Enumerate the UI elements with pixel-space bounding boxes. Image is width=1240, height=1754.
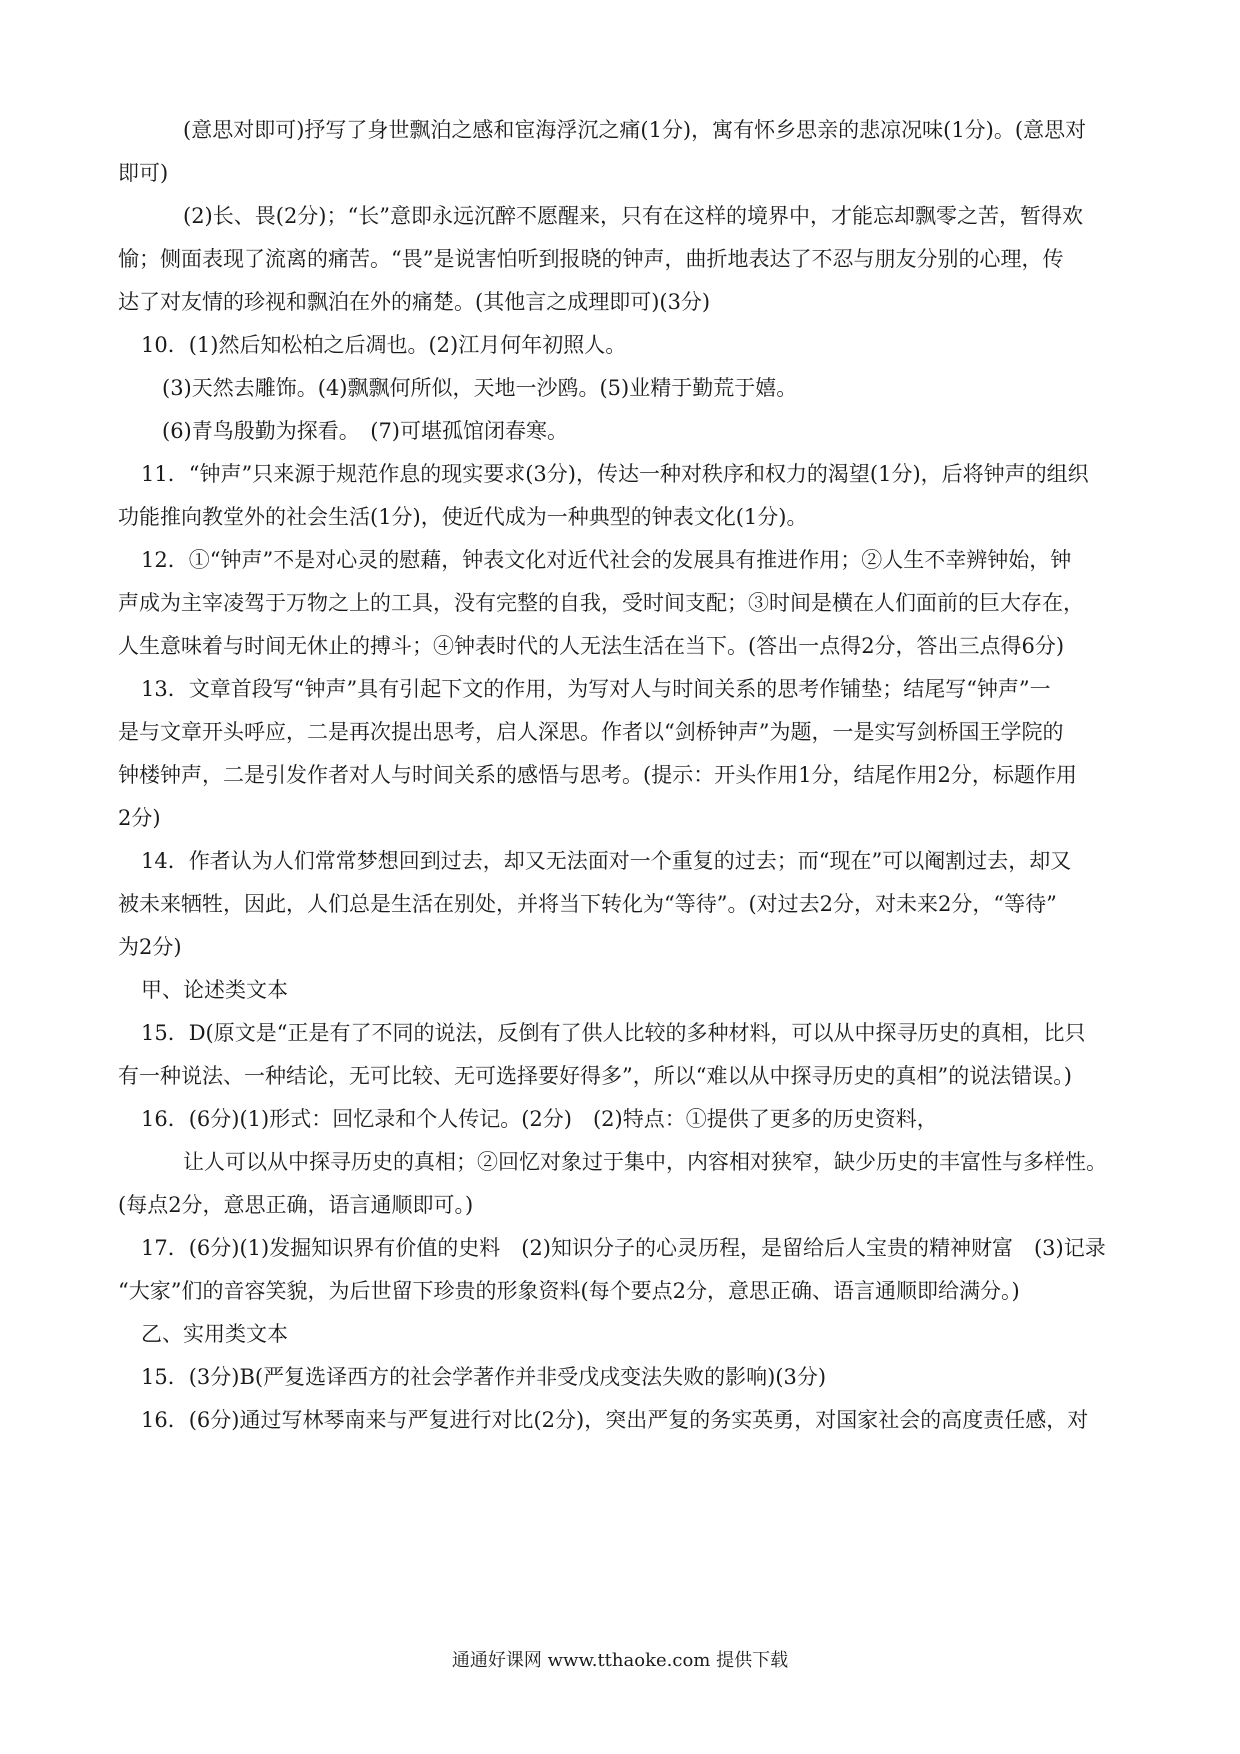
answer-item: 10．(1)然后知松柏之后凋也。(2)江月何年初照人。: [141, 333, 627, 357]
text-line: 被未来牺牲，因此，人们总是生活在别处，并将当下转化为“等待”。(对过去2分，对未来2分，“等待”: [118, 892, 1057, 916]
text-line: (3)天然去雕饰。(4)飘飘何所似，天地一沙鸥。(5)业精于勤荒于嬉。: [162, 376, 798, 400]
text-line: “大家”们的音容笑貌，为后世留下珍贵的形象资料(每个要点2分，意思正确、语言通顺即给满分。): [118, 1279, 1020, 1303]
text-line: (每点2分，意思正确，语言通顺即可。): [118, 1193, 474, 1217]
text-line: 声成为主宰凌驾于万物之上的工具，没有完整的自我，受时间支配；③时间是横在人们面前的巨大存在，: [118, 591, 1084, 615]
section-heading: 甲、论述类文本: [141, 978, 288, 1002]
text-line: 有一种说法、一种结论，无可比较、无可选择要好得多”，所以“难以从中探寻历史的真相”的说法错误。): [118, 1064, 1072, 1088]
section-heading: 乙、实用类文本: [141, 1322, 288, 1346]
answer-item: 16．(6分)通过写林琴南来与严复进行对比(2分)，突出严复的务实英勇，对国家社会的高度责任感，对: [141, 1408, 1089, 1432]
text-line: 钟楼钟声，二是引发作者对人与时间关系的感悟与思考。(提示：开头作用1分，结尾作用2分，标题作用: [118, 763, 1077, 787]
answer-item: 17．(6分)(1)发掘知识界有价值的史料 (2)知识分子的心灵历程，是留给后人宝贵的精神财富 (3)记录: [141, 1236, 1106, 1260]
answer-item: 12．①“钟声”不是对心灵的慰藉，钟表文化对近代社会的发展具有推进作用；②人生不幸辨钟始，钟: [141, 548, 1072, 572]
page-footer: 通通好课网 www.tthaoke.com 提供下载: [451, 1650, 789, 1671]
answer-item: 15．D(原文是“正是有了不同的说法，反倒有了供人比较的多种材料，可以从中探寻历史的真相，比只: [141, 1021, 1086, 1045]
answer-item: 11．“钟声”只来源于规范作息的现实要求(3分)，传达一种对秩序和权力的渴望(1分)，后将钟声的组织: [141, 462, 1089, 486]
answer-item: 15．(3分)B(严复选译西方的社会学著作并非受戊戌变法失败的影响)(3分): [141, 1365, 827, 1389]
text-line: (6)青鸟殷勤为探看。 (7)可堪孤馆闭春寒。: [162, 419, 568, 443]
text-line: 为2分): [118, 935, 182, 959]
text-line: 2分): [118, 806, 161, 830]
text-line: 功能推向教堂外的社会生活(1分)，使近代成为一种典型的钟表文化(1分)。: [118, 505, 808, 529]
text-line: 是与文章开头呼应，二是再次提出思考，启人深思。作者以“剑桥钟声”为题，一是实写剑桥国王学院的: [118, 720, 1064, 744]
text-line: (2)长、畏(2分)；“长”意即永远沉醉不愿醒来，只有在这样的境界中，才能忘却飘零之苦，暂得欢: [183, 204, 1083, 228]
text-line: 人生意味着与时间无休止的搏斗；④钟表时代的人无法生活在当下。(答出一点得2分，答出三点得6分): [118, 634, 1065, 658]
text-line: 让人可以从中探寻历史的真相；②回忆对象过于集中，内容相对狭窄，缺少历史的丰富性与多样性。: [183, 1150, 1107, 1174]
text-line: 达了对友情的珍视和飘泊在外的痛楚。(其他言之成理即可)(3分): [118, 290, 711, 314]
text-line: 即可): [118, 161, 169, 185]
text-line: 愉；侧面表现了流离的痛苦。“畏”是说害怕听到报晓的钟声，曲折地表达了不忍与朋友分别的心理，传: [118, 247, 1064, 271]
answer-item: 13．文章首段写“钟声”具有引起下文的作用，为写对人与时间关系的思考作铺垫；结尾写“钟声”一: [141, 677, 1051, 701]
answer-item: 14．作者认为人们常常梦想回到过去，却又无法面对一个重复的过去；而“现在”可以阉割过去，却又: [141, 849, 1072, 873]
text-line: (意思对即可)抒写了身世飘泊之感和宦海浮沉之痛(1分)，寓有怀乡思亲的悲凉况味(1分)。(意思对: [183, 118, 1087, 142]
answer-item: 16．(6分)(1)形式：回忆录和个人传记。(2分) (2)特点：①提供了更多的历史资料，: [141, 1107, 938, 1131]
